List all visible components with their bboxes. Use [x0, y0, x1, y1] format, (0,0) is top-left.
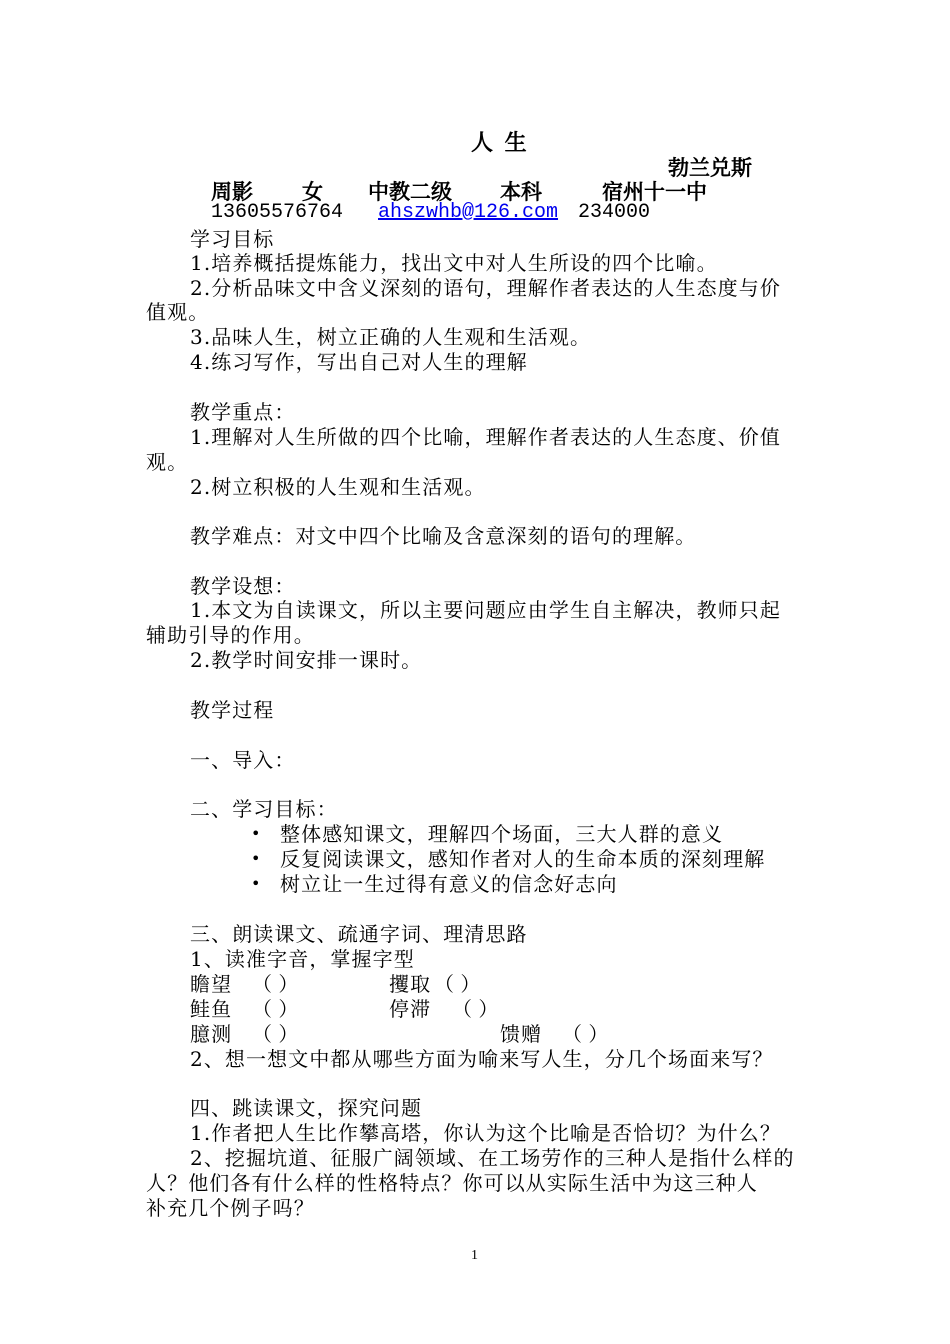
word-3-blank: （ ）: [252, 997, 299, 1021]
goal-1: 1.培养概括提炼能力，找出文中对人生所设的四个比喻。: [190, 251, 718, 275]
word-3: 鲑鱼: [190, 997, 233, 1021]
word-5-blank: （ ）: [252, 1022, 299, 1046]
key-2: 2.树立积极的人生观和生活观。: [190, 475, 486, 499]
document-title: 人 生: [471, 131, 529, 156]
step-1: 一、导入：: [190, 748, 296, 772]
word-2-blank: （ ）: [434, 972, 481, 996]
key-1-line-2: 观。: [146, 450, 189, 474]
question-2-line-3: 补充几个例子吗？: [146, 1196, 315, 1220]
bullet-item-1: 整体感知课文，理解四个场面，三大人群的意义: [280, 822, 724, 846]
teacher-school: 宿州十一中: [602, 180, 707, 204]
plan-1-line-2: 辅助引导的作用。: [146, 623, 315, 647]
word-6-blank: （ ）: [562, 1022, 609, 1046]
goals-heading: 学习目标: [190, 227, 275, 251]
teacher-degree: 本科: [500, 180, 542, 204]
step-3: 三、朗读课文、疏通字词、理清思路: [190, 922, 528, 946]
bullet-item-3: 树立让一生过得有意义的信念好志向: [280, 872, 618, 896]
difficulty: 教学难点：对文中四个比喻及含意深刻的语句的理解。: [190, 524, 697, 548]
contact-zip: 234000: [578, 201, 651, 224]
bullet-icon: •: [251, 874, 261, 893]
bullet-icon: •: [251, 849, 261, 868]
word-4-blank: （ ）: [452, 997, 499, 1021]
author-name: 勃兰兑斯: [668, 156, 752, 180]
goal-3: 3.品味人生，树立正确的人生观和生活观。: [190, 325, 592, 349]
step-3-2: 2、想一想文中都从哪些方面为喻来写人生，分几个场面来写？: [190, 1047, 774, 1071]
goal-4: 4.练习写作，写出自己对人生的理解: [190, 350, 528, 374]
plan-1-line-1: 1.本文为自读课文，所以主要问题应由学生自主解决，教师只起: [190, 598, 781, 622]
contact-phone: 13605576764: [211, 201, 344, 224]
question-2-line-2: 人？他们各有什么样的性格特点？你可以从实际生活中为这三种人: [146, 1171, 758, 1195]
key-heading: 教学重点：: [190, 400, 296, 424]
key-1-line-1: 1.理解对人生所做的四个比喻，理解作者表达的人生态度、价值: [190, 425, 781, 449]
step-2: 二、学习目标：: [190, 797, 338, 821]
teacher-gender: 女: [302, 180, 323, 204]
teacher-name: 周影: [211, 180, 253, 204]
page-number: 1: [471, 1248, 478, 1263]
goal-2-line-1: 2.分析品味文中含义深刻的语句，理解作者表达的人生态度与价: [190, 276, 781, 300]
step-4: 四、跳读课文，探究问题: [190, 1096, 423, 1120]
word-4: 停滞: [389, 997, 432, 1021]
word-1: 瞻望: [190, 972, 233, 996]
process-heading: 教学过程: [190, 698, 275, 722]
word-1-blank: （ ）: [252, 972, 299, 996]
teacher-rank: 中教二级: [368, 180, 452, 204]
goal-2-line-2: 值观。: [146, 300, 210, 324]
word-6: 馈赠: [500, 1022, 543, 1046]
step-3-1: 1、读准字音，掌握字型: [190, 947, 415, 971]
plan-heading: 教学设想：: [190, 574, 296, 598]
contact-email-link[interactable]: ahszwhb@126.com: [378, 201, 559, 224]
bullet-icon: •: [251, 824, 261, 843]
bullet-item-2: 反复阅读课文，感知作者对人的生命本质的深刻理解: [280, 847, 766, 871]
question-1: 1.作者把人生比作攀高塔，你认为这个比喻是否恰切？为什么？: [190, 1121, 781, 1145]
word-2: 攫取: [389, 972, 432, 996]
question-2-line-1: 2、挖掘坑道、征服广阔领域、在工场劳作的三种人是指什么样的: [190, 1146, 795, 1170]
plan-2: 2.教学时间安排一课时。: [190, 648, 423, 672]
word-5: 臆测: [190, 1022, 233, 1046]
